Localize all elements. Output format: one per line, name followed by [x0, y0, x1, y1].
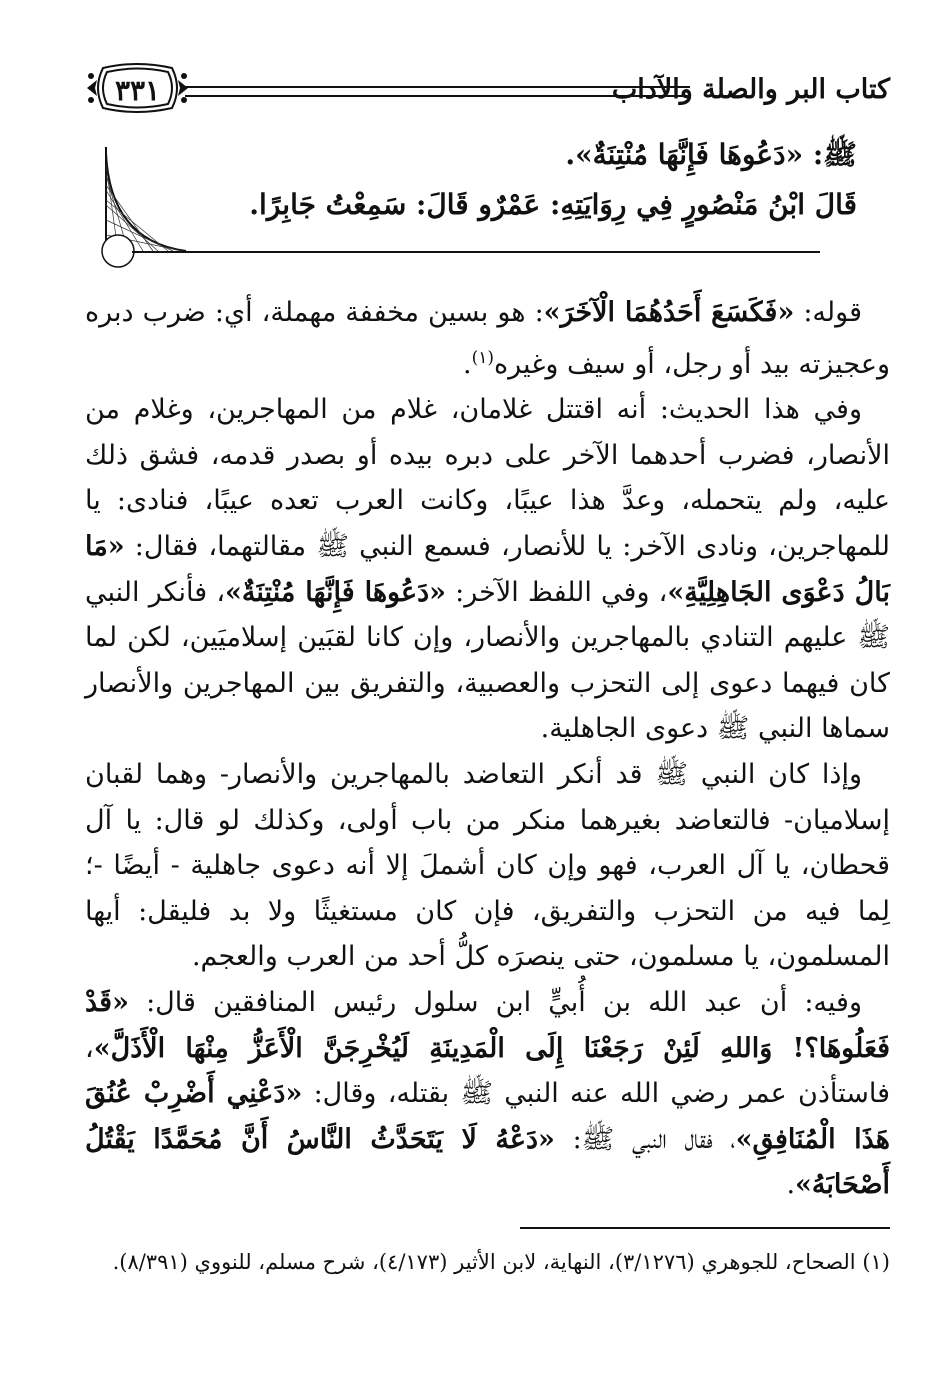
- p2-quote-1: «مَا بَالُ دَعْوَى الجَاهِلِيَّةِ»: [85, 530, 890, 608]
- p4-quote-3: «دَعْهُ لَا يَتَحَدَّثُ النَّاسُ أَنَّ مُحَمَّدًا يَقْتُلُ أَصْحَابَهُ»: [85, 1123, 890, 1201]
- p2-text-2: ، وفي اللفظ الآخر:: [446, 576, 668, 608]
- p1-end: .: [463, 348, 472, 380]
- footnote-1: (١) الصحاح، للجوهري (٣/١٢٧٦)، النهاية، لابن الأثير (٤/١٧٣)، شرح مسلم، للنووي (٨/٣٩١).: [112, 1250, 890, 1274]
- p4-text: وفيه: أن عبد الله بن أُبيٍّ ابن سلول رئيس المنافقين قال:: [128, 986, 862, 1018]
- hadith-underline: [132, 251, 820, 253]
- page-number: ٣٣١: [114, 74, 161, 107]
- p2-text-3: ، فأنكر النبي ﷺ عليهم التنادي بالمهاجرين والأنصار، وإن كانا لقبَين إسلاميَين، لكن لما كان فيهما دعوى إلى التحزب والعصبية، والتفريق بين المهاجرين والأنصار سماها النبي ﷺ دعوى الجاهلية.: [85, 576, 890, 745]
- p1-quote: «فَكَسَعَ أَحَدُهُمَا الْآخَرَ»: [543, 297, 795, 328]
- p4-quote-1: «قَدْ فَعَلُوهَا؟! وَاللهِ لَئِنْ رَجَعْنَا إِلَى الْمَدِينَةِ لَيُخْرِجَنَّ الْأَعَزُّ مِنْهَا الْأَذَلَّ»: [85, 986, 890, 1064]
- p4-end: .: [786, 1169, 796, 1201]
- page-header: [85, 58, 890, 118]
- hadith-line-2: قَالَ ابْنُ مَنْصُورٍ فِي رِوَايَتِهِ: عَمْرٌو قَالَ: سَمِعْتُ جَابِرًا.: [249, 188, 857, 221]
- footnote-ref: (١): [471, 347, 495, 368]
- p2-text: وفي هذا الحديث: أنه اقتتل غلامان، غلام من المهاجرين، وغلام من الأنصار، فضرب أحدهما الآخر على دبره بيده أو بصدر قدمه، فشق ذلك عليه، ولم يتحمله، وعدَّ هذا عيبًا، وكانت العرب تعده عيبًا، فنادى: يا للمهاجرين، ونادى الآخر: يا للأنصار، فسمع النبي ﷺ مقالتهما، فقال:: [85, 394, 890, 562]
- p1-text-2: : هو بسين مخففة مهملة، أي: ضرب دبره وعجيزته بيد أو رجل، أو سيف وغيره: [85, 297, 890, 380]
- page-number-frame: [85, 60, 190, 116]
- p2-quote-2: «دَعُوهَا فَإِنَّهَا مُنْتِنَةٌ»: [225, 576, 447, 608]
- p4-text-3: ، فقال النبي ﷺ:: [554, 1123, 736, 1155]
- hadith-line-1: ﷺ: «دَعُوهَا فَإِنَّهَا مُنْتِنَةٌ».: [565, 138, 857, 171]
- p4-text-2: ، فاستأذن عمر رضي الله عنه النبي ﷺ بقتله، وقال:: [85, 1032, 891, 1110]
- p1-text: قوله:: [794, 297, 862, 328]
- hadith-text: [127, 130, 857, 230]
- paragraph-3: وإذا كان النبي ﷺ قد أنكر التعاضد بالمهاجرين والأنصار- وهما لقبان إسلاميان- فالتعاضد بغيرهما منكر من باب أولى، وكذلك لو قال: يا آل قحطان، يا آل العرب، فهو وإن كان أشملَ إلا أنه دعوى جاهلية - أيضًا -؛ لِما فيه من التحزب والتفريق، فإن كان مستغيثًا ولا بد فليقل: أيها المسلمون، يا مسلمون، حتى ينصرَه كلُّ أحد من العرب والعجم.: [85, 758, 890, 973]
- commentary-text: [85, 290, 890, 1208]
- footnote-separator: [520, 1227, 890, 1229]
- paragraph-1: [85, 290, 890, 387]
- header-rule: [185, 86, 690, 97]
- p4-quote-2: «دَعْنِي أَضْرِبْ عُنُقَ هَذَا الْمُنَافِقِ»: [85, 1078, 891, 1155]
- paragraph-2: [85, 387, 890, 752]
- paragraph-4: [85, 980, 890, 1208]
- book-title: كتاب البر والصلة والآداب: [611, 74, 890, 105]
